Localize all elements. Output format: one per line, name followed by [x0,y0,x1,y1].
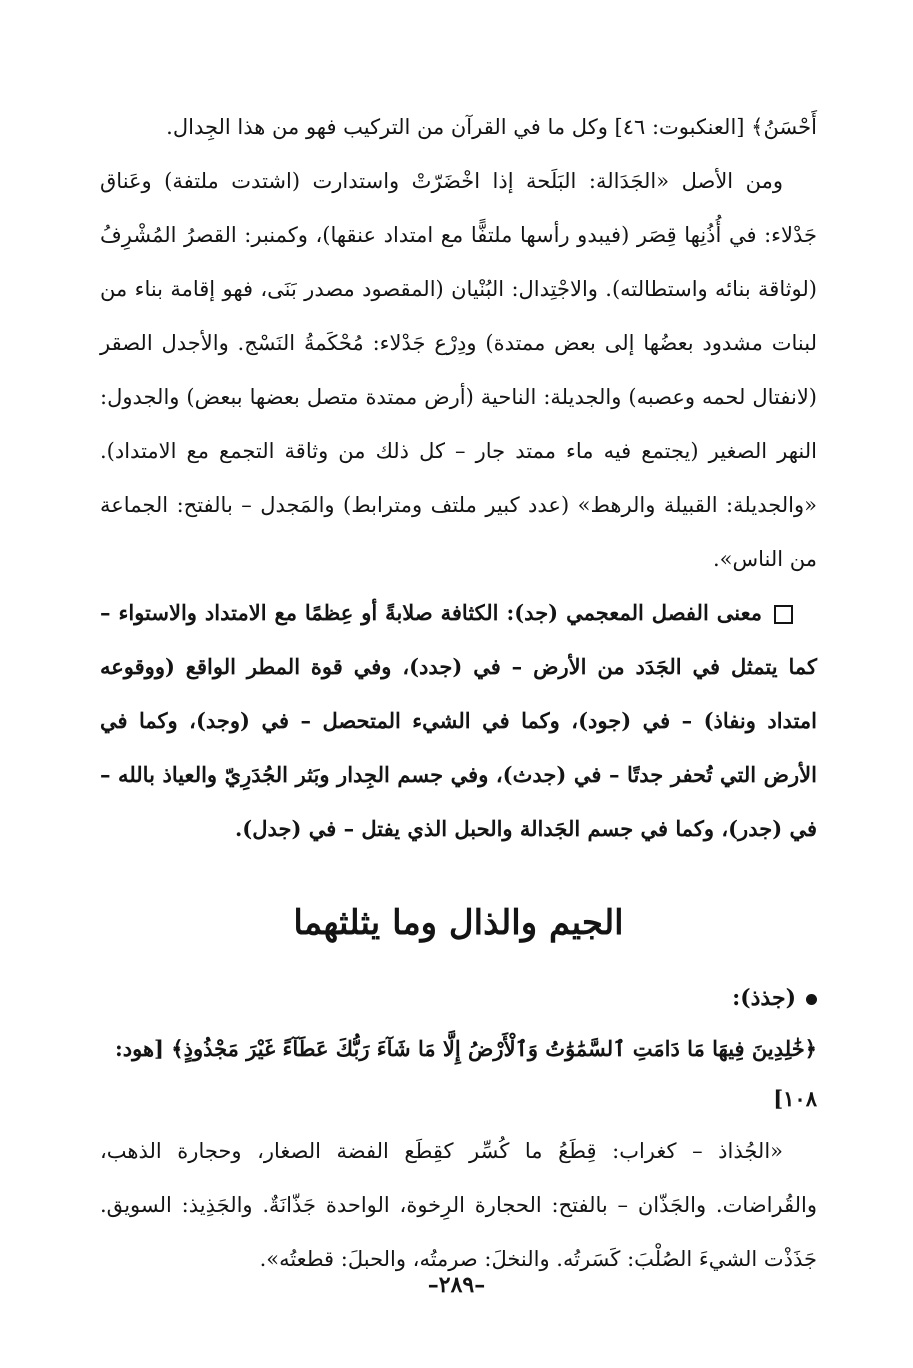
paragraph-jadhdh-definition: «الجُذاذ – كغراب: قِطَعُ ما كُسِّر كقِطَع الفضة الصغار، وحجارة الذهب، والقُراضات. والجَذّان – بالفتح: الحجارة الرِخوة، الواحدة جَذّانَةٌ. والجَذِيذ: السويق. جَذَذْت الشيءَ الصُلْبَ: كَسَرتُه. والنخلَ: صرمتُه، والحبلَ: قطعتُه». [100,1139,817,1271]
square-box-icon [774,605,793,624]
section-title: الجيم والذال وما يثلثهما [293,903,624,943]
entry-heading [100,976,817,1020]
lexical-chapter-text: معنى الفصل المعجمي (جد): الكثافة صلابةً أو عِظمًا مع الامتداد والاستواء – كما يتمثل في الجَدَد من الأرض – في (جدد)، وفي قوة المطر الواقع (ووقوعه امتداد ونفاذ) – في (جود)، وكما في الشيء المتحصل – في (وجد)، وكما في الأرض التي تُحفر جدتًا – في (جدث)، وفي جسم الجِدار وبَثر الجُدَرِيّ والعياذ بالله – في (جدر)، وكما في جسم الجَدالة والحبل الذي يفتل – في (جدل). [100,600,817,841]
entry-heading-text: (جذذ): [732,985,796,1011]
opening-line: أَحْسَنُ﴾ [العنكبوت: ٤٦] وكل ما في القرآن من التركيب فهو من هذا الجِدال. [166,115,817,139]
page-number: –٢٨٩– [427,1272,486,1298]
page-content [100,100,817,1308]
bullet-icon [806,994,817,1005]
quran-verse: ﴿خَٰلِدِينَ فِيهَا مَا دَامَتِ ٱلسَّمَٰوَٰتُ وَٱلْأَرْضُ إِلَّا مَا شَآءَ رَبُّكَ عَطَآءً غَيْرَ مَجْذُوذٍ﴾ [هود: ١٠٨] [115,1036,817,1111]
paragraph-root-meaning: ومن الأصل «الجَدَالة: البَلَحة إذا اخْضَرّتْ واستدارت (اشتدت ملتفة) وعَناق جَدْلاء: في أُذُنِها قِصَر (فيبدو رأسها ملتفًّا مع امتداد عنقها)، وكمنبر: القصرُ المُشْرِفُ (لوثاقة بنائه واستطالته). والاجْتِدال: البُنْيان (المقصود مصدر بَنَى، فهو إقامة بناء من لبنات مشدود بعضُها إلى بعض ممتدة) ودِرْع جَدْلاء: مُحْكَمةُ النَسْج. والأجدل الصقر (لانفتال لحمه وعصبه) والجديلة: الناحية (أرض ممتدة متصل بعضها ببعض) والجدول: النهر الصغير (يجتمع فيه ماء ممتد جار – كل ذلك من وثاقة التجمع مع الامتداد). «والجديلة: القبيلة والرهط» (عدد كبير ملتف ومترابط) والمَجدل – بالفتح: الجماعة من الناس». [100,169,817,571]
lexical-chapter-meaning [100,586,817,856]
